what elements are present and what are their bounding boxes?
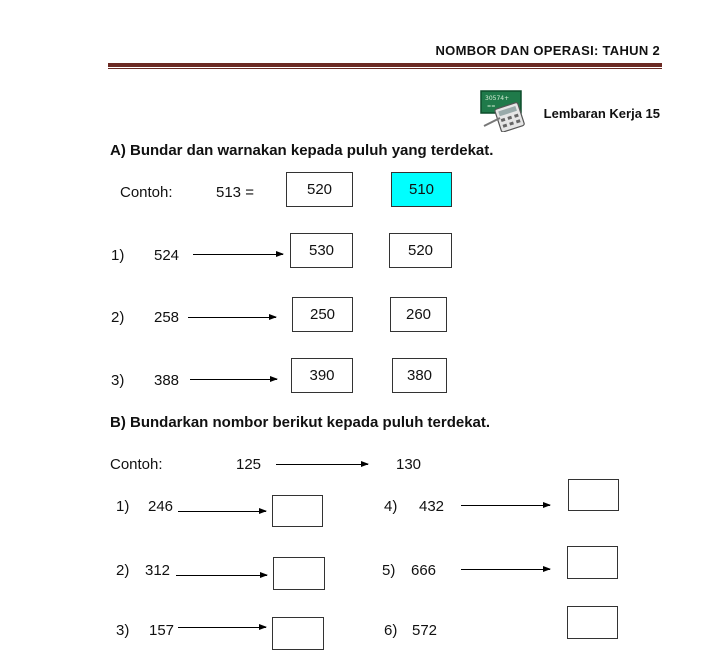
a-item-option-1[interactable]: 250 <box>292 297 353 332</box>
section-a-title: A) Bundar dan warnakan kepada puluh yang terdekat. <box>110 142 494 159</box>
page-header-title: NOMBOR DAN OPERASI: TAHUN 2 <box>435 43 660 58</box>
b-item-number: 1) <box>116 498 130 515</box>
example-label: Contoh: <box>120 184 173 201</box>
a-item-option-2[interactable]: 520 <box>389 233 452 268</box>
a-item-option-1[interactable]: 390 <box>291 358 353 393</box>
section-b-title: B) Bundarkan nombor berikut kepada puluh terdekat. <box>110 414 491 431</box>
b-example-label: Contoh: <box>110 456 163 473</box>
b-example-answer: 130 <box>396 456 422 473</box>
b-item-number: 6) <box>384 622 398 639</box>
b-item-number: 2) <box>116 562 130 579</box>
b-item-value: 666 <box>411 562 437 579</box>
a-item-value: 388 <box>154 372 180 389</box>
b-item-value: 572 <box>412 622 438 639</box>
logo-chalk-text: 30574+ <box>485 95 510 102</box>
b-item-number: 3) <box>116 622 130 639</box>
b-item-number: 4) <box>384 498 398 515</box>
b-answer-box[interactable] <box>272 495 323 527</box>
arrow-right-icon <box>188 317 276 318</box>
arrow-right-icon <box>178 511 266 512</box>
a-item-number: 1) <box>111 247 125 264</box>
arrow-right-icon <box>193 254 283 255</box>
worksheet-label: Lembaran Kerja 15 <box>543 106 660 121</box>
chalkboard-calculator-icon <box>478 88 534 132</box>
b-item-value: 157 <box>149 622 175 639</box>
b-answer-box[interactable] <box>568 479 619 511</box>
example-option-2-highlighted[interactable]: 510 <box>391 172 452 207</box>
header-rule-thick <box>108 63 662 67</box>
a-item-option-2[interactable]: 380 <box>392 358 447 393</box>
arrow-right-icon <box>190 379 277 380</box>
b-example-value: 125 <box>236 456 262 473</box>
b-item-value: 432 <box>419 498 445 515</box>
arrow-right-icon <box>461 569 550 570</box>
a-item-option-2[interactable]: 260 <box>390 297 447 332</box>
b-answer-box[interactable] <box>272 617 324 650</box>
arrow-right-icon <box>276 464 368 465</box>
arrow-right-icon <box>461 505 550 506</box>
example-expression: 513 = <box>216 184 254 201</box>
a-item-number: 2) <box>111 309 125 326</box>
a-item-number: 3) <box>111 372 125 389</box>
a-item-value: 258 <box>154 309 180 326</box>
arrow-right-icon <box>178 627 266 628</box>
b-item-value: 246 <box>148 498 174 515</box>
a-item-value: 524 <box>154 247 180 264</box>
b-item-value: 312 <box>145 562 171 579</box>
a-item-option-1[interactable]: 530 <box>290 233 353 268</box>
header-rule-thin <box>108 68 662 69</box>
b-answer-box[interactable] <box>567 546 618 579</box>
b-answer-box[interactable] <box>273 557 325 590</box>
example-option-1[interactable]: 520 <box>286 172 353 207</box>
b-answer-box[interactable] <box>567 606 618 639</box>
logo-chalk-sub: == <box>487 104 496 110</box>
b-item-number: 5) <box>382 562 396 579</box>
arrow-right-icon <box>176 575 267 576</box>
